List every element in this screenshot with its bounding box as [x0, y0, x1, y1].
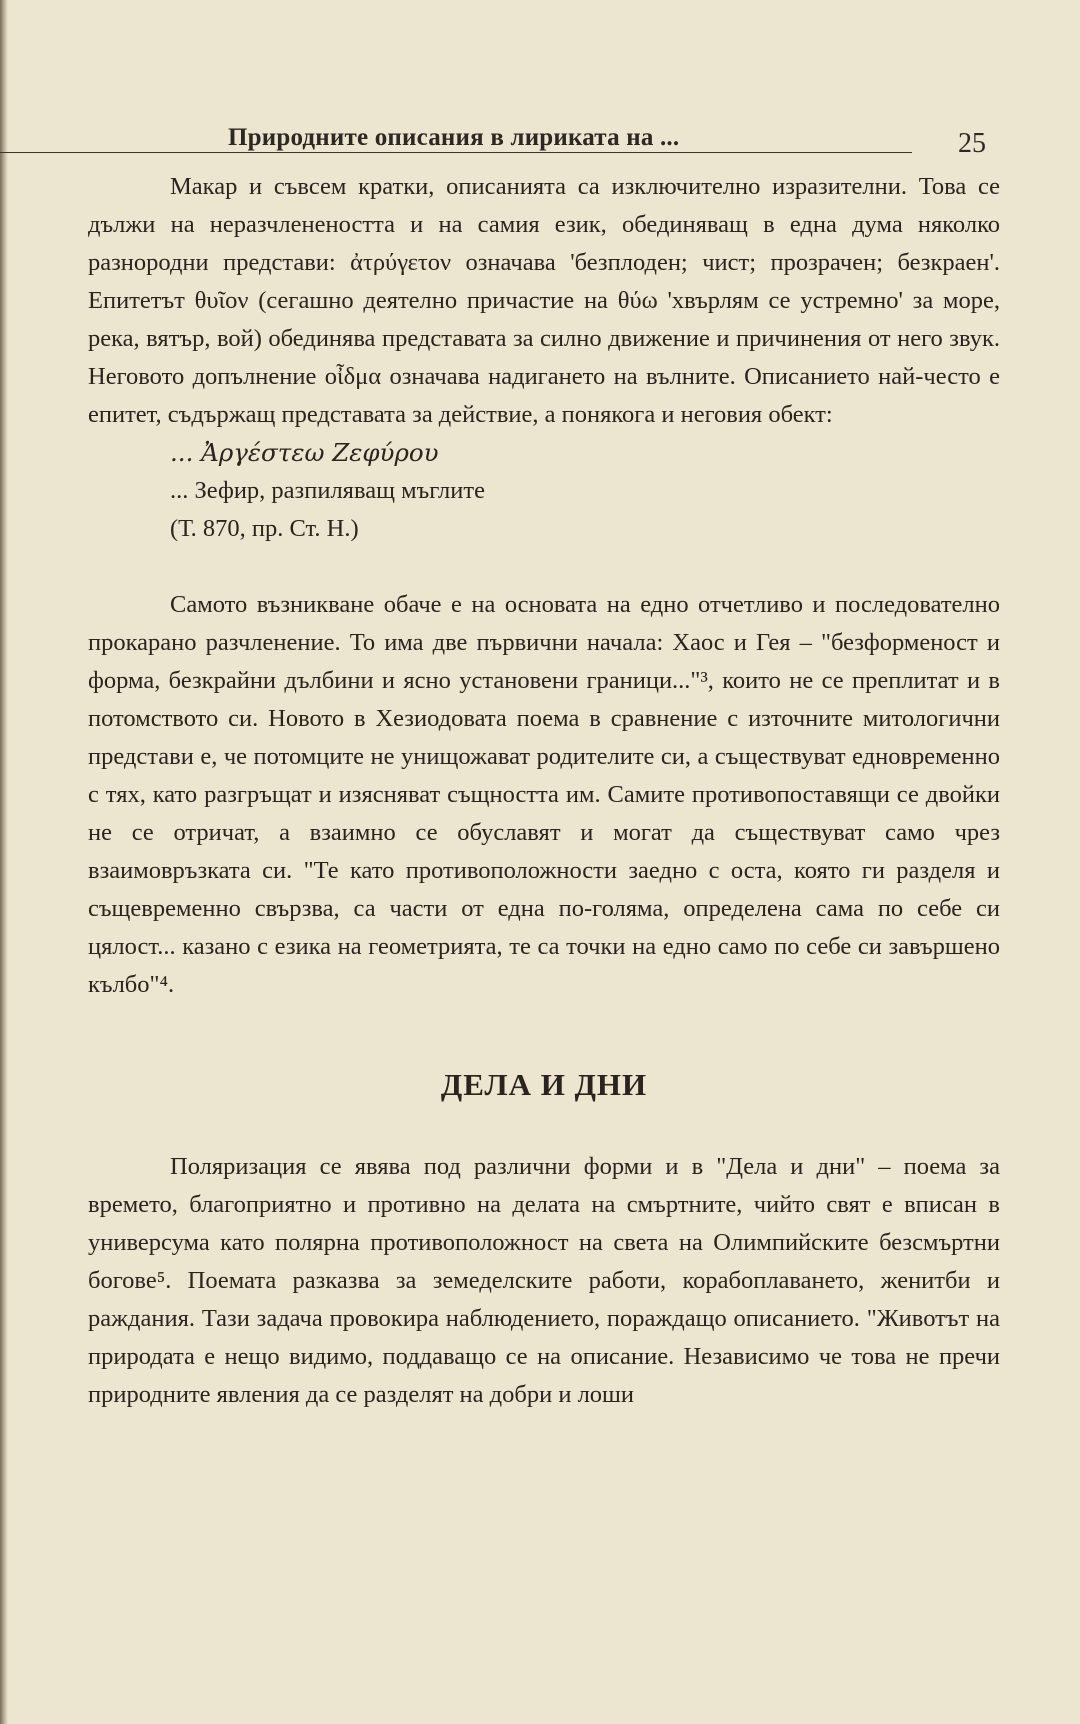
running-title: Природните описания в лириката на ...: [228, 124, 680, 151]
quote-source: (Т. 870, пр. Ст. Н.): [170, 515, 359, 542]
spacer: [88, 548, 1000, 586]
header-rule: [0, 152, 912, 153]
page-edge: [0, 0, 8, 1724]
paragraph-2: Самото възникване обаче е на основата на едно отчетливо и последователно прокарано разчленение. То има две първични начала: Хаос и Гея – "безформеност и форма, безкрайни дълбини и ясно установени граници..."³, които не се преплитат и в потомството си. Новото в Хезиодовата поема в сравнение с източните митологични представи е, че потомците не унищожават родителите си, а съществуват едновременно с тях, като разгръщат и изясняват същността им. Самите противопоставящи се двойки не се отричат, а взаимно се обуславят и могат да съществуват само чрез взаимовръзката си. "Те като противоположности заедно с оста, която ги разделя и същевременно свързва, са части от една по-голяма, определена сама по себе си цялост... казано с езика на геометрията, те са точки на едно само по себе си завършено кълбо"⁴.: [88, 591, 1000, 998]
quote-greek: ... Ἀργέστεω Ζεφύρου: [170, 438, 439, 467]
page-number: 25: [958, 128, 986, 159]
paragraph-3: Поляризация се явява под различни форми и в "Дела и дни" – поема за времето, благоприятно и противно на делата на смъртните, чийто свят е вписан в универсума като полярна противоположност на света на Олимпийските безсмъртни богове⁵. Поемата разказва за земеделските работи, корабоплаването, женитби и раждания. Тази задача провокира наблюдението, пораждащо описанието. "Животът на природата е нещо видимо, поддаващо се на описание. Независимо че това не пречи природните явления да се разделят на добри и лоши: [88, 1153, 1000, 1408]
paragraph-1: Макар и съвсем кратки, описанията са изключително изразителни. Това се дължи на неразчленеността и на самия език, обединяващ в една дума няколко разнородни представи: ἀτρύγετον означава 'безплоден; чист; прозрачен; безкраен'. Епитетът θυῖον (сегашно деятелно причастие на θύω 'хвърлям се устремно' за море, река, вятър, вой) обединява представата за силно движение и причинения от него звук. Неговото допълнение οἶδμα означава надигането на вълните. Описанието най-често е епитет, съдържащ представата за действие, а понякога и неговия обект:: [88, 173, 1000, 428]
quote-translation: ... Зефир, разпиляващ мъглите: [170, 477, 485, 504]
section-title: ДЕЛА И ДНИ: [440, 1067, 648, 1102]
page-body: [88, 168, 1000, 1414]
